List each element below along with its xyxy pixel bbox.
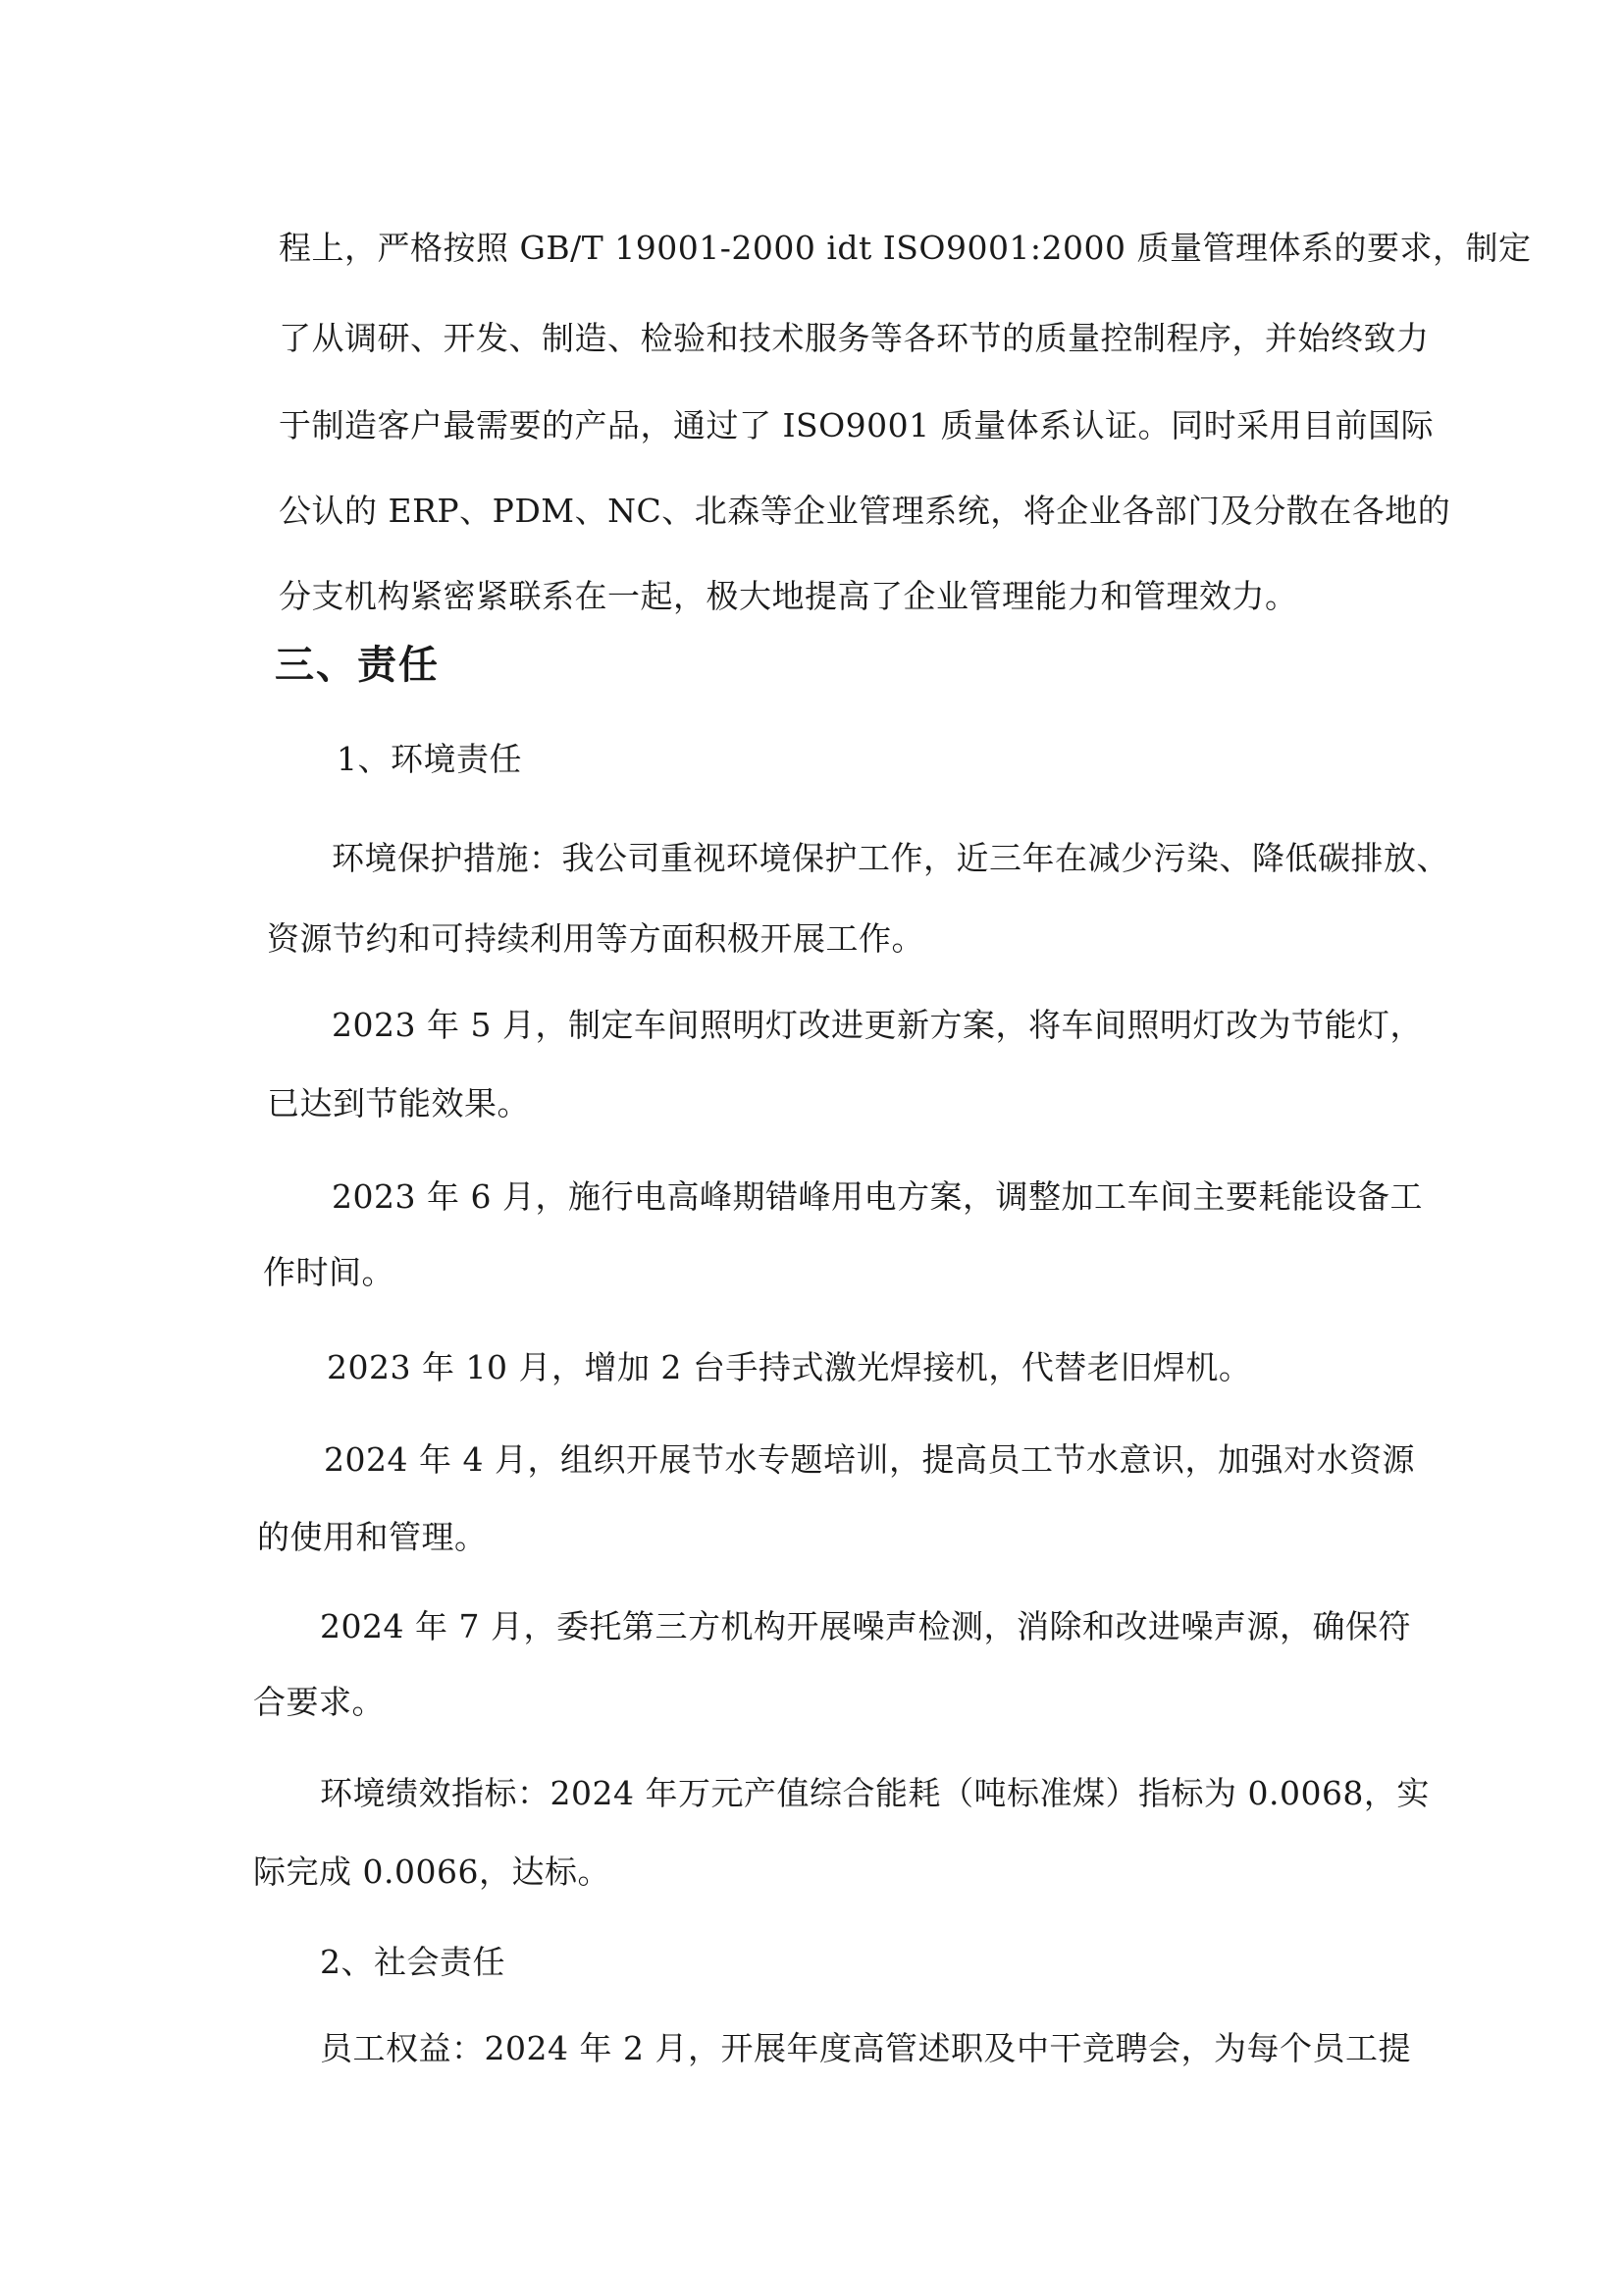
paragraph-line: 员工权益：2024 年 2 月，开展年度高管述职及中干竞聘会，为每个员工提 [320, 2029, 1411, 2067]
paragraph-line: 的使用和管理。 [257, 1518, 488, 1556]
paragraph-line: 于制造客户最需要的产品，通过了 ISO9001 质量体系认证。同时采用目前国际 [279, 406, 1435, 444]
paragraph-line: 公认的 ERP、PDM、NC、北森等企业管理系统，将企业各部门及分散在各地的 [279, 492, 1451, 530]
subsection-heading: 2、社会责任 [320, 1943, 505, 1981]
section-heading: 三、责任 [275, 642, 440, 688]
paragraph-line: 环境绩效指标：2024 年万元产值综合能耗（吨标准煤）指标为 0.0068，实 [320, 1774, 1430, 1812]
paragraph-line: 2023 年 10 月，增加 2 台手持式激光焊接机，代替老旧焊机。 [327, 1348, 1252, 1386]
paragraph-line: 合要求。 [253, 1683, 385, 1721]
subsection-heading: 1、环境责任 [337, 740, 522, 778]
paragraph-line: 资源节约和可持续利用等方面积极开展工作。 [267, 919, 924, 958]
paragraph-line: 2024 年 4 月，组织开展节水专题培训，提高员工节水意识，加强对水资源 [324, 1440, 1415, 1479]
paragraph-line: 2023 年 5 月，制定车间照明灯改进更新方案，将车间照明灯改为节能灯， [332, 1006, 1423, 1044]
paragraph-line: 已达到节能效果。 [267, 1084, 530, 1122]
paragraph-line: 程上，严格按照 GB/T 19001-2000 idt ISO9001:2000 质量管理体系的要求，制定 [279, 229, 1532, 267]
paragraph-line: 2024 年 7 月，委托第三方机构开展噪声检测，消除和改进噪声源，确保符 [320, 1607, 1411, 1645]
paragraph-line: 2023 年 6 月，施行电高峰期错峰用电方案，调整加工车间主要耗能设备工 [332, 1177, 1423, 1216]
paragraph-line: 分支机构紧密紧联系在一起，极大地提高了企业管理能力和管理效力。 [279, 577, 1298, 615]
paragraph-line: 了从调研、开发、制造、检验和技术服务等各环节的质量控制程序，并始终致力 [279, 319, 1430, 357]
paragraph-line: 作时间。 [263, 1253, 394, 1291]
paragraph-line: 际完成 0.0066，达标。 [253, 1852, 610, 1891]
paragraph-line: 环境保护措施：我公司重视环境保护工作，近三年在减少污染、降低碳排放、 [332, 839, 1449, 877]
